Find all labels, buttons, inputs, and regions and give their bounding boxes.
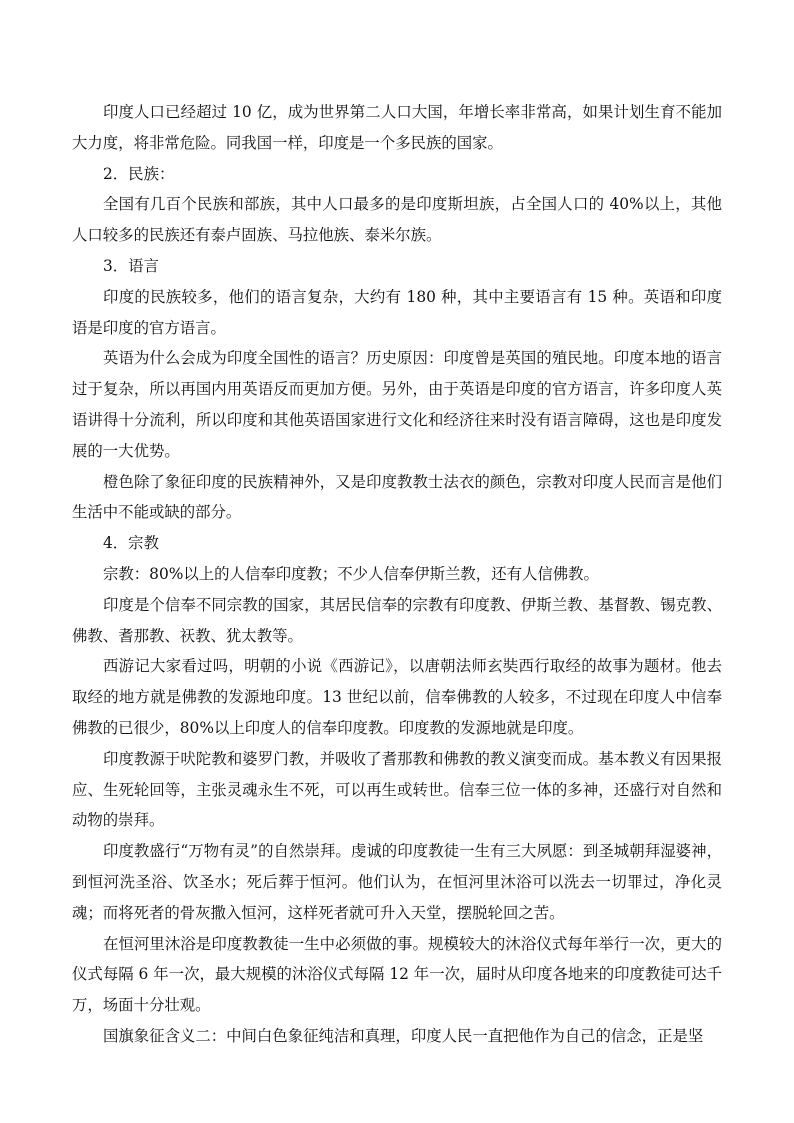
paragraph-religion-summary: 宗教：80%以上的人信奉印度教；不少人信奉伊斯兰教，还有人信佛教。	[103, 564, 599, 583]
paragraph-population: 印度人口已经超过 10 亿，成为世界第二人口大国，年增长率非常高，如果计划生育不能加大力度，将非常危险。同我国一样，印度是一个多民族的国家。	[72, 103, 722, 152]
paragraph-orange-color: 橙色除了象征印度的民族精神外，又是印度教教士法衣的颜色，宗教对印度人民而言是他们生活中不能或缺的部分。	[72, 472, 722, 522]
section-heading-language: 3．语言	[103, 256, 159, 275]
section-heading-religion: 4．宗教	[103, 534, 159, 553]
paragraph-languages: 印度的民族较多，他们的语言复杂，大约有 180 种，其中主要语言有 15 种。英语和印度语是印度的官方语言。	[72, 287, 722, 337]
paragraph-flag-meaning: 国旗象征含义二：中间白色象征纯洁和真理，印度人民一直把他作为自己的信念，正是坚	[103, 1026, 704, 1045]
section-heading-ethnic: 2．民族：	[103, 164, 175, 183]
paragraph-hinduism-origin: 印度教源于吠陀教和婆罗门教，并吸收了耆那教和佛教的教义演变而成。基本教义有因果报应、生死轮回等，主张灵魂永生不死，可以再生或转世。信奉三位一体的多神，还盛行对自然和动物的崇拜。	[72, 749, 722, 830]
paragraph-english: 英语为什么会成为印度全国性的语言？历史原因：印度曾是英国的殖民地。印度本地的语言过于复杂，所以再国内用英语反而更加方便。另外，由于英语是印度的官方语言，许多印度人英语讲得十分流利，所以印度和其他英语国家进行文化和经济往来时没有语言障碍，这也是印度发展的一大优势。	[72, 349, 722, 460]
paragraph-religions-list: 印度是个信奉不同宗教的国家，其居民信奉的宗教有印度教、伊斯兰教、基督教、锡克教、佛教、耆那教、祆教、犹太教等。	[72, 595, 722, 645]
paragraph-journey-west: 西游记大家看过吗，明朝的小说《西游记》，以唐朝法师玄奘西行取经的故事为题材。他去取经的地方就是佛教的发源地印度。13 世纪以前，信奉佛教的人较多，不过现在印度人中信奉佛教的已很少，80%以上印度人的信奉印度教。印度教的发源地就是印度。	[72, 657, 722, 737]
paragraph-ethnic-groups: 全国有几百个民族和部族，其中人口最多的是印度斯坦族，占全国人口的 40%以上，其他人口较多的民族还有泰卢固族、马拉他族、泰米尔族。	[72, 195, 722, 245]
paragraph-ganges-bathing: 在恒河里沐浴是印度教教徒一生中必须做的事。规模较大的沐浴仪式每年举行一次，更大的仪式每隔 6 年一次，最大规模的沐浴仪式每隔 12 年一次，届时从印度各地来的印度教徒可达千万，场面十分壮观。	[72, 934, 722, 1015]
paragraph-nature-worship: 印度教盛行“万物有灵”的自然崇拜。虔诚的印度教徒一生有三大夙愿：到圣城朝拜湿婆神，到恒河洗圣浴、饮圣水；死后葬于恒河。他们认为，在恒河里沐浴可以洗去一切罪过，净化灵魂；而将死者的骨灰撒入恒河，这样死者就可升入天堂，摆脱轮回之苦。	[72, 842, 722, 922]
document-body	[72, 97, 722, 1052]
